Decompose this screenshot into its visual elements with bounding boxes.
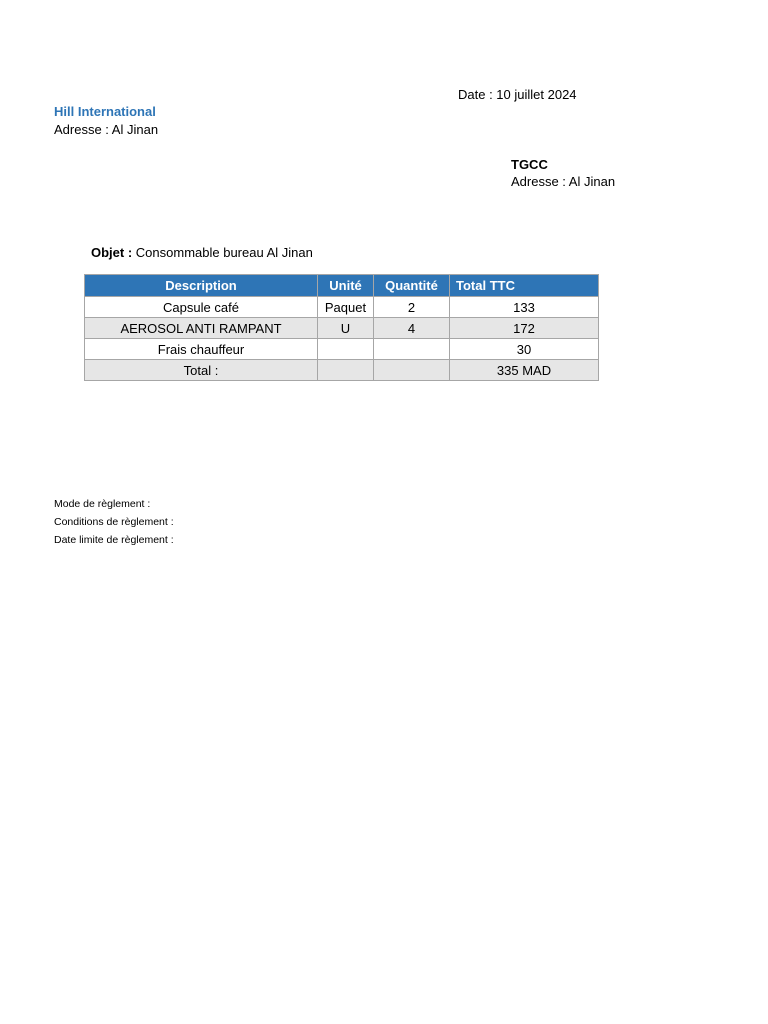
table-row bbox=[85, 297, 599, 318]
column-header-description: Description bbox=[85, 275, 318, 297]
items-table bbox=[84, 274, 599, 381]
cell-description: AEROSOL ANTI RAMPANT bbox=[85, 318, 318, 339]
total-amount: 335 MAD bbox=[450, 360, 599, 381]
cell-quantity: 4 bbox=[374, 318, 450, 339]
column-header-total: Total TTC bbox=[450, 275, 599, 297]
subject-label: Objet : bbox=[91, 245, 133, 260]
cell-total: 133 bbox=[450, 297, 599, 318]
total-label: Total : bbox=[85, 360, 318, 381]
cell-unit bbox=[318, 339, 374, 360]
cell-total: 172 bbox=[450, 318, 599, 339]
payment-mode-label: Mode de règlement : bbox=[54, 498, 151, 510]
cell-quantity: 2 bbox=[374, 297, 450, 318]
sender-address: Adresse : Al Jinan bbox=[54, 122, 159, 137]
total-unit bbox=[318, 360, 374, 381]
cell-description: Frais chauffeur bbox=[85, 339, 318, 360]
payment-conditions-label: Conditions de règlement : bbox=[54, 516, 174, 528]
column-header-quantity: Quantité bbox=[374, 275, 450, 297]
subject-value: Consommable bureau Al Jinan bbox=[135, 245, 313, 260]
recipient-company-name: TGCC bbox=[511, 157, 548, 172]
cell-description: Capsule café bbox=[85, 297, 318, 318]
table-header-row bbox=[85, 275, 599, 297]
sender-company-name: Hill International bbox=[54, 104, 156, 119]
recipient-address: Adresse : Al Jinan bbox=[511, 174, 616, 189]
cell-unit: U bbox=[318, 318, 374, 339]
document-date: Date : 10 juillet 2024 bbox=[458, 87, 577, 102]
table-row bbox=[85, 339, 599, 360]
cell-unit: Paquet bbox=[318, 297, 374, 318]
payment-deadline-label: Date limite de règlement : bbox=[54, 534, 174, 546]
table-total-row bbox=[85, 360, 599, 381]
cell-total: 30 bbox=[450, 339, 599, 360]
column-header-unit: Unité bbox=[318, 275, 374, 297]
total-quantity bbox=[374, 360, 450, 381]
cell-quantity bbox=[374, 339, 450, 360]
subject-line bbox=[91, 245, 313, 261]
table-row bbox=[85, 318, 599, 339]
